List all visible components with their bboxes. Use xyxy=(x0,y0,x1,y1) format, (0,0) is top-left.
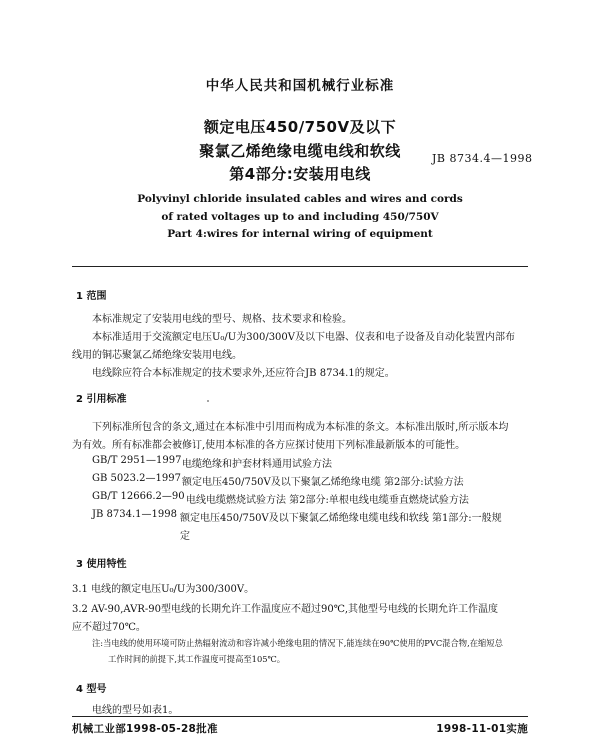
section-4-para-1: 电线的型号如表1。 xyxy=(92,705,179,716)
en-title-line-2: of rated voltages up to and including 450/750V xyxy=(161,211,439,223)
footer-divider xyxy=(72,716,528,717)
ref-title-2: 额定电压450/750V及以下聚氯乙烯绝缘电缆 第2部分:试验方法 xyxy=(182,477,464,488)
ref-title-3: 电线电缆燃烧试验方法 第2部分:单根电线电缆垂直燃烧试验方法 xyxy=(186,495,469,506)
scan-speck xyxy=(207,400,209,402)
section-2-intro-line-2: 为有效。所有标准都会被修订,使用本标准的各方应探讨使用下列标准最新版本的可能性。 xyxy=(72,440,466,451)
header-divider xyxy=(72,266,528,267)
cn-title-line-2: 聚氯乙烯绝缘电缆电线和软线 xyxy=(199,142,401,160)
effective-date: 1998-11-01实施 xyxy=(436,723,528,735)
en-title-line-3: Part 4:wires for internal wiring of equipment xyxy=(167,228,433,240)
section-4-heading: 4 型号 xyxy=(76,684,107,695)
section-1-para-3: 电线除应符合本标准规定的技术要求外,还应符合JB 8734.1的规定。 xyxy=(92,368,395,379)
ref-code-2: GB 5023.2—1997 xyxy=(92,473,181,484)
section-2-heading: 2 引用标准 xyxy=(76,394,127,405)
clause-3-2-line-2: 应不超过70℃。 xyxy=(72,622,146,633)
ref-title-4: 额定电压450/750V及以下聚氯乙烯绝缘电缆电线和软线 第1部分:一般规 xyxy=(180,513,502,524)
section-1-para-2-line-1: 本标准适用于交流额定电压U₀/U为300/300V及以下电器、仪表和电子设备及自动化装置内部布 xyxy=(92,332,515,343)
clause-3-1: 3.1 电线的额定电压U₀/U为300/300V。 xyxy=(72,584,255,595)
ref-code-3: GB/T 12666.2—90 xyxy=(92,491,185,502)
section-1-para-2-line-2: 线用的铜芯聚氯乙烯绝缘安装用电线。 xyxy=(72,350,242,361)
note-line-2: 工作时间的前提下,其工作温度可提高至105℃。 xyxy=(108,654,286,664)
section-1-para-1: 本标准规定了安装用电线的型号、规格、技术要求和检验。 xyxy=(92,314,352,325)
ref-title-1: 电缆绝缘和护套材料通用试验方法 xyxy=(182,459,332,470)
section-2-intro-line-1: 下列标准所包含的条文,通过在本标准中引用而构成为本标准的条文。本标准出版时,所示版本均 xyxy=(92,422,509,433)
standard-code: JB 8734.4—1998 xyxy=(432,152,533,165)
ref-title-4-cont: 定 xyxy=(180,531,190,542)
clause-3-2-line-1: 3.2 AV-90,AVR-90型电线的长期允许工作温度应不超过90℃,其他型号电线的长期允许工作温度 xyxy=(72,604,499,615)
section-1-heading: 1 范围 xyxy=(76,291,107,302)
standard-category-title: 中华人民共和国机械行业标准 xyxy=(205,78,395,94)
section-3-heading: 3 使用特性 xyxy=(76,559,127,570)
ref-code-1: GB/T 2951—1997 xyxy=(92,455,182,466)
ref-code-4: JB 8734.1—1998 xyxy=(92,509,177,520)
en-title-line-1: Polyvinyl chloride insulated cables and wires and cords xyxy=(137,193,463,205)
note-line-1: 注:当电线的使用环境可防止热辐射流动和容许减小绝缘电阻的情况下,能连续在90℃使用的PVC混合物,在缩短总 xyxy=(92,638,503,648)
cn-title-line-3: 第4部分:安装用电线 xyxy=(229,165,371,183)
approval-date: 机械工业部1998-05-28批准 xyxy=(72,723,218,735)
cn-title-line-1: 额定电压450/750V及以下 xyxy=(203,118,397,136)
